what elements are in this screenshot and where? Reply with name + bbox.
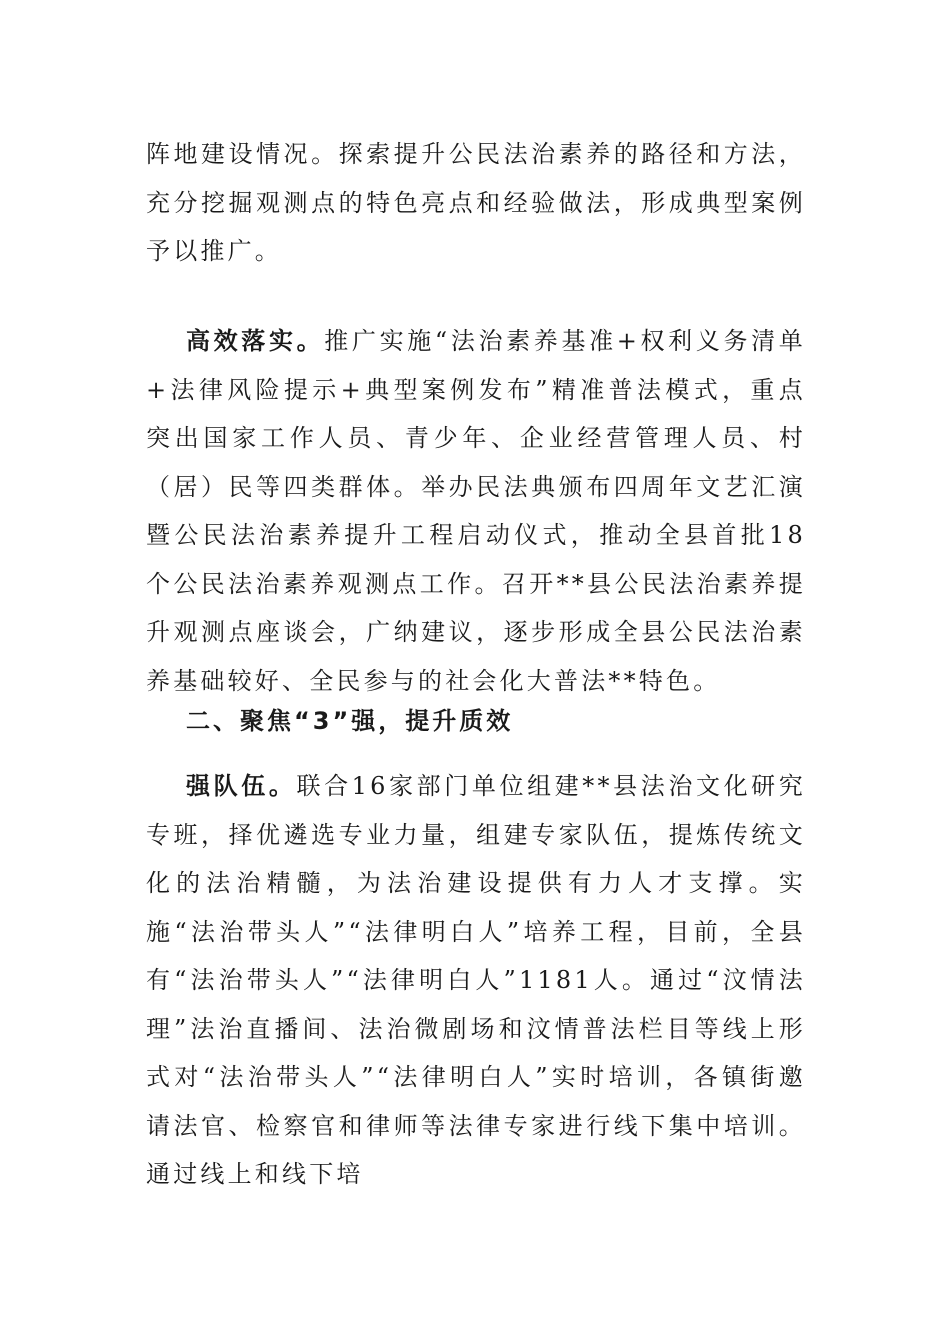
paragraph-efficient-implementation [146, 317, 806, 705]
paragraph-text: 推广实施“法治素养基准+权利义务清单+法律风险提示+典型案例发布”精准普法模式，重点突出国家工作人员、青少年、企业经营管理人员、村（居）民等四类群体。举办民法典颁布四周年文艺汇演暨公民法治素养提升工程启动仪式，推动全县首批18个公民法治素养观测点工作。召开**县公民法治素养提升观测点座谈会，广纳建议，逐步形成全县公民法治素养基础较好、全民参与的社会化大普法**特色。 [146, 327, 806, 695]
paragraph-lead: 高效落实。 [186, 327, 325, 355]
paragraph-continuation [146, 130, 806, 276]
paragraph-text: 联合16家部门单位组建**县法治文化研究专班，择优遴选专业力量，组建专家队伍，提炼传统文化的法治精髓，为法治建设提供有力人才支撑。实施“法治带头人”“法律明白人”培养工程，目前，全县有“法治带头人”“法律明白人”1181人。通过“汶情法理”法治直播间、法治微剧场和汶情普法栏目等线上形式对“法治带头人”“法律明白人”实时培训，各镇街邀请法官、检察官和律师等法律专家进行线下集中培训。通过线上和线下培 [146, 772, 806, 1188]
section-heading [146, 697, 806, 746]
paragraph-text: 阵地建设情况。探索提升公民法治素养的路径和方法，充分挖掘观测点的特色亮点和经验做法，形成典型案例予以推广。 [146, 140, 806, 265]
paragraph-lead: 强队伍。 [186, 772, 297, 800]
section-heading-text: 二、聚焦“3”强，提升质效 [186, 707, 514, 735]
paragraph-strengthen-team [146, 762, 806, 1199]
